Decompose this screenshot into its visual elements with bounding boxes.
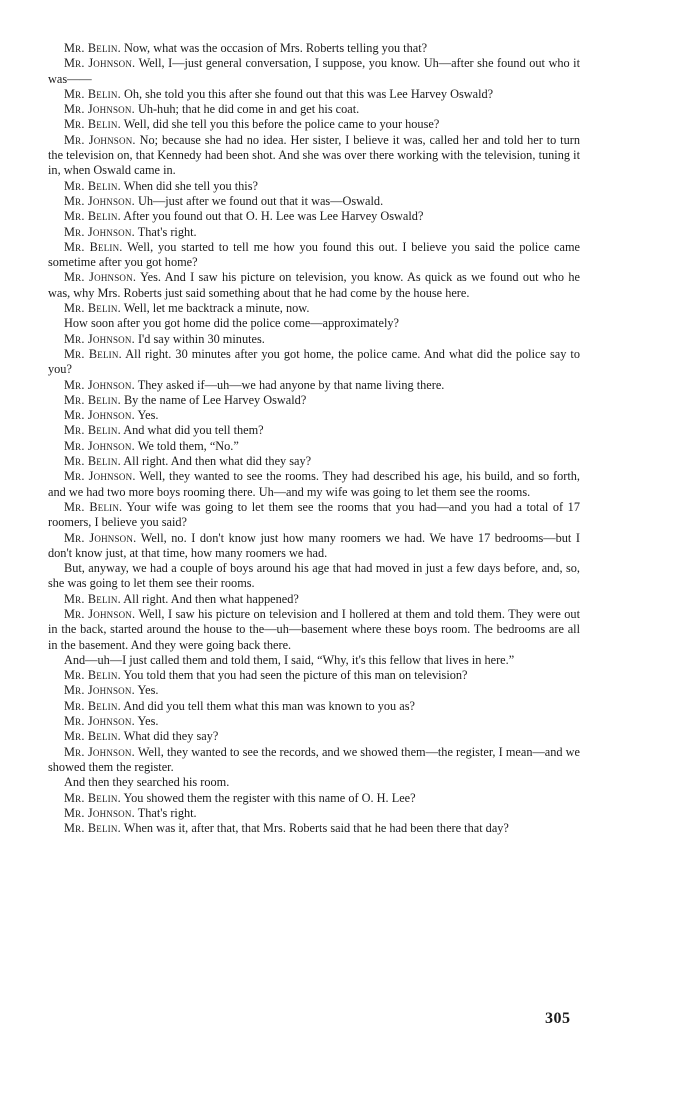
- transcript-paragraph: [48, 393, 580, 408]
- speech-text: All right. And then what happened?: [123, 591, 299, 606]
- speech-text: All right. And then what did they say?: [123, 454, 312, 469]
- speaker-name: Mr. Johnson.: [64, 224, 135, 239]
- transcript-paragraph: [48, 270, 580, 301]
- transcript-paragraph: [48, 668, 580, 683]
- transcript-paragraph: [48, 561, 580, 592]
- transcript-paragraph: [48, 408, 580, 423]
- speaker-name: Mr. Belin.: [64, 454, 121, 469]
- speech-text: Now, what was the occasion of Mrs. Roberts telling you that?: [123, 41, 428, 55]
- page-number: 305: [545, 1010, 571, 1027]
- speaker-name: Mr. Belin.: [64, 499, 123, 514]
- transcript-paragraph: [48, 454, 580, 469]
- transcript-paragraph: [48, 378, 580, 393]
- transcript-paragraph: [48, 87, 580, 102]
- speaker-name: Mr. Belin.: [64, 239, 123, 254]
- transcript-paragraph: [48, 653, 580, 668]
- transcript-paragraph: [48, 347, 580, 378]
- transcript-paragraph: [48, 423, 580, 438]
- speech-text: That's right.: [137, 224, 197, 239]
- speech-text: You showed them the register with this name of O. H. Lee?: [123, 790, 416, 805]
- transcript-paragraph: [48, 531, 580, 562]
- transcript-paragraph: [48, 714, 580, 729]
- transcript-paragraph: [48, 791, 580, 806]
- speaker-name: Mr. Johnson.: [64, 714, 135, 729]
- speaker-name: Mr. Belin.: [64, 117, 121, 132]
- speech-text: Yes.: [137, 714, 159, 729]
- speech-text: I'd say within 30 minutes.: [137, 331, 265, 346]
- speech-text: Yes. And I saw his picture on television, you know. As quick as we found out who he was, why Mrs. Roberts just said something about that he had come by the house here.: [48, 270, 580, 300]
- transcript-paragraph: [48, 102, 580, 117]
- speech-text: Well, let me backtrack a minute, now.: [123, 301, 310, 316]
- transcript-paragraph: [48, 729, 580, 744]
- speaker-name: Mr. Belin.: [64, 790, 121, 805]
- speech-text: Well, I saw his picture on television and I hollered at them and told them. They were out in the back, started around the house to the—uh—basement where these boys room. The bedrooms are all in the basement. And they were going back there.: [48, 606, 580, 652]
- transcript-paragraph: [48, 240, 580, 271]
- speaker-name: Mr. Belin.: [64, 821, 121, 836]
- transcript-paragraph: [48, 179, 580, 194]
- transcript-paragraph: [48, 607, 580, 653]
- speaker-name: Mr. Belin.: [64, 698, 121, 713]
- transcript-paragraph: [48, 592, 580, 607]
- transcript-paragraph: [48, 745, 580, 776]
- transcript-paragraph: [48, 469, 580, 500]
- speech-text: By the name of Lee Harvey Oswald?: [123, 392, 307, 407]
- speaker-name: Mr. Belin.: [64, 209, 121, 224]
- speaker-name: Mr. Johnson.: [64, 193, 135, 208]
- speech-text: Uh-huh; that he did come in and get his coat.: [137, 102, 360, 117]
- speech-text: Yes.: [137, 683, 159, 698]
- speech-text: And did you tell them what this man was known to you as?: [123, 698, 415, 713]
- speaker-name: Mr. Belin.: [64, 41, 121, 55]
- speaker-name: Mr. Belin.: [64, 346, 122, 361]
- speaker-name: Mr. Belin.: [64, 86, 121, 101]
- speech-text: And what did you tell them?: [123, 423, 264, 438]
- transcript-paragraph: [48, 41, 580, 56]
- speaker-name: Mr. Belin.: [64, 668, 121, 683]
- speaker-name: Mr. Johnson.: [64, 56, 136, 71]
- speech-text: Well, no. I don't know just how many roomers we had. We have 17 bedrooms—but I don't know just, at that time, how many roomers we had.: [48, 530, 580, 560]
- transcript-paragraph: [48, 683, 580, 698]
- speaker-name: Mr. Johnson.: [64, 377, 135, 392]
- speech-text: Well, I—just general conversation, I suppose, you know. Uh—after she found out who it was——: [48, 56, 580, 86]
- speech-text: And then they searched his room.: [64, 775, 230, 790]
- speech-text: That's right.: [137, 805, 197, 820]
- speech-text: No; because she had no idea. Her sister, I believe it was, called her and told her to turn the television on, that Kennedy had been shot. And she was over there working with the television, tuning it in, when Oswald came in.: [48, 132, 580, 178]
- speech-text: They asked if—uh—we had anyone by that name living there.: [137, 377, 445, 392]
- speaker-name: Mr. Johnson.: [64, 102, 135, 117]
- transcript-paragraph: [48, 194, 580, 209]
- speech-text: Well, they wanted to see the rooms. They had described his age, his build, and so forth, and we had two more boys rooming there. Uh—and my wife was going to let them see the rooms.: [48, 469, 580, 499]
- speaker-name: Mr. Belin.: [64, 178, 121, 193]
- speaker-name: Mr. Belin.: [64, 423, 121, 438]
- speech-text: We told them, “No.”: [137, 438, 239, 453]
- speaker-name: Mr. Johnson.: [64, 530, 137, 545]
- speech-text: Well, you started to tell me how you found this out. I believe you said the police came sometime after you got home?: [48, 239, 580, 270]
- speech-text: When was it, after that, that Mrs. Roberts said that he had been there that day?: [123, 821, 509, 836]
- speech-text: But, anyway, we had a couple of boys around his age that had moved in just a few days before, and, so, she was going to let them see their rooms.: [48, 561, 580, 591]
- transcript-paragraph: [48, 209, 580, 224]
- speech-text: When did she tell you this?: [123, 178, 258, 193]
- speech-text: After you found out that O. H. Lee was Lee Harvey Oswald?: [123, 209, 424, 224]
- speech-text: Yes.: [137, 408, 159, 423]
- speaker-name: Mr. Johnson.: [64, 331, 135, 346]
- transcript-paragraph: [48, 699, 580, 714]
- transcript-paragraph: [48, 56, 580, 87]
- speaker-name: Mr. Belin.: [64, 591, 121, 606]
- speaker-name: Mr. Johnson.: [64, 469, 136, 484]
- speaker-name: Mr. Johnson.: [64, 132, 136, 147]
- transcript-paragraph: [48, 316, 580, 331]
- transcript-paragraph: [48, 821, 580, 836]
- speech-text: Well, did she tell you this before the police came to your house?: [123, 117, 440, 132]
- speaker-name: Mr. Johnson.: [64, 744, 135, 759]
- speaker-name: Mr. Johnson.: [64, 606, 136, 621]
- transcript-paragraph: [48, 133, 580, 179]
- speech-text: Well, they wanted to see the records, and we showed them—the register, I mean—and we showed them the register.: [48, 744, 580, 774]
- speaker-name: Mr. Johnson.: [64, 438, 135, 453]
- transcript-paragraph: [48, 301, 580, 316]
- transcript-paragraph: [48, 806, 580, 821]
- testimony-transcript: [48, 41, 580, 836]
- speaker-name: Mr. Johnson.: [64, 805, 135, 820]
- transcript-paragraph: [48, 332, 580, 347]
- speech-text: How soon after you got home did the police come—approximately?: [64, 316, 399, 331]
- speaker-name: Mr. Belin.: [64, 729, 121, 744]
- speaker-name: Mr. Johnson.: [64, 408, 135, 423]
- transcript-paragraph: [48, 500, 580, 531]
- speech-text: What did they say?: [123, 729, 219, 744]
- speaker-name: Mr. Belin.: [64, 301, 121, 316]
- transcript-paragraph: [48, 225, 580, 240]
- speech-text: All right. 30 minutes after you got home, the police came. And what did the police say to you?: [48, 346, 581, 377]
- speaker-name: Mr. Belin.: [64, 392, 121, 407]
- speech-text: You told them that you had seen the picture of this man on television?: [123, 668, 468, 683]
- speech-text: Your wife was going to let them see the rooms that you had—and you had a total of 17 roomers, I believe you said?: [48, 499, 580, 530]
- speech-text: Oh, she told you this after she found out that this was Lee Harvey Oswald?: [123, 86, 494, 101]
- transcript-paragraph: [48, 775, 580, 790]
- speech-text: Uh—just after we found out that it was—Oswald.: [137, 193, 384, 208]
- speech-text: And—uh—I just called them and told them, I said, “Why, it's this fellow that lives in here.”: [64, 652, 515, 667]
- transcript-paragraph: [48, 117, 580, 132]
- speaker-name: Mr. Johnson.: [64, 270, 137, 285]
- transcript-paragraph: [48, 439, 580, 454]
- speaker-name: Mr. Johnson.: [64, 683, 135, 698]
